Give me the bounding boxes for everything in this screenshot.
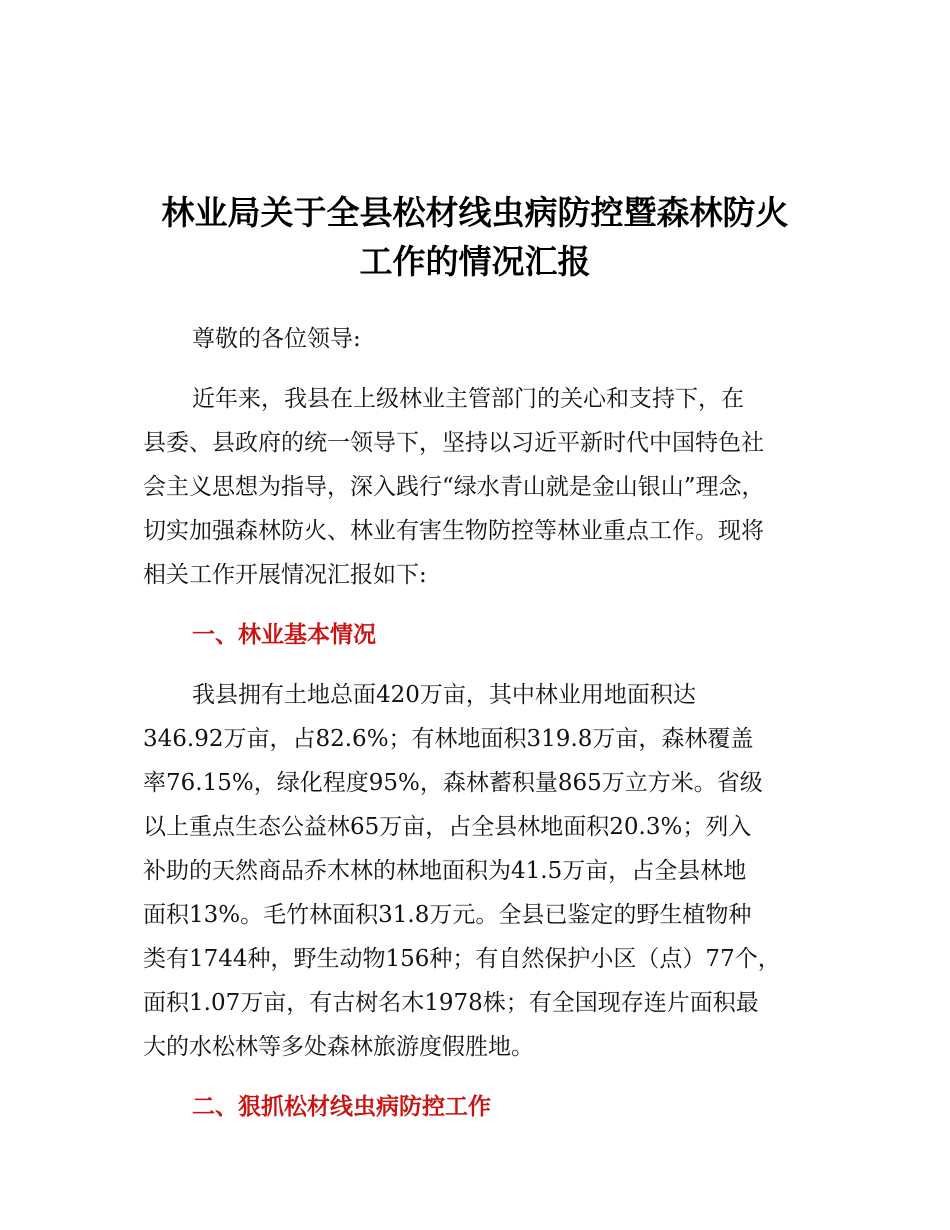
document-title-line-2: 工作的情况汇报 bbox=[359, 242, 591, 281]
section1-line: 面积13%。毛竹林面积31.8万元。全县已鉴定的野生植物种 bbox=[143, 902, 752, 928]
salutation: 尊敬的各位领导: bbox=[192, 326, 361, 352]
section1-line: 面积1.07万亩，有古树名木1978株；有全国现存连片面积最 bbox=[143, 990, 759, 1016]
intro-line: 近年来，我县在上级林业主管部门的关心和支持下，在 bbox=[192, 386, 744, 412]
document-title-line-1: 林业局关于全县松材线虫病防控暨森林防火 bbox=[161, 193, 789, 232]
section1-line: 类有1744种，野生动物156种；有自然保护小区（点）77个， bbox=[143, 946, 781, 972]
section1-line: 大的水松林等多处森林旅游度假胜地。 bbox=[143, 1034, 534, 1060]
section1-line: 补助的天然商品乔木林的林地面积为41.5万亩，占全县林地 bbox=[143, 858, 747, 884]
section-heading-1: 一、林业基本情况 bbox=[192, 622, 376, 648]
section1-line: 346.92万亩，占82.6%；有林地面积319.8万亩，森林覆盖 bbox=[143, 726, 754, 752]
intro-line: 切实加强森林防火、林业有害生物防控等林业重点工作。现将 bbox=[143, 518, 764, 544]
intro-line: 相关工作开展情况汇报如下: bbox=[143, 562, 427, 588]
section1-line: 我县拥有土地总面420万亩，其中林业用地面积达 bbox=[192, 682, 696, 708]
section-heading-2: 二、狠抓松材线虫病防控工作 bbox=[192, 1094, 491, 1120]
section1-line: 以上重点生态公益林65万亩，占全县林地面积20.3%；列入 bbox=[143, 814, 752, 840]
intro-line: 会主义思想为指导，深入践行“绿水青山就是金山银山”理念， bbox=[143, 474, 765, 500]
intro-line: 县委、县政府的统一领导下，坚持以习近平新时代中国特色社 bbox=[143, 430, 764, 456]
section1-line: 率76.15%，绿化程度95%，森林蓄积量865万立方米。省级 bbox=[143, 770, 763, 796]
